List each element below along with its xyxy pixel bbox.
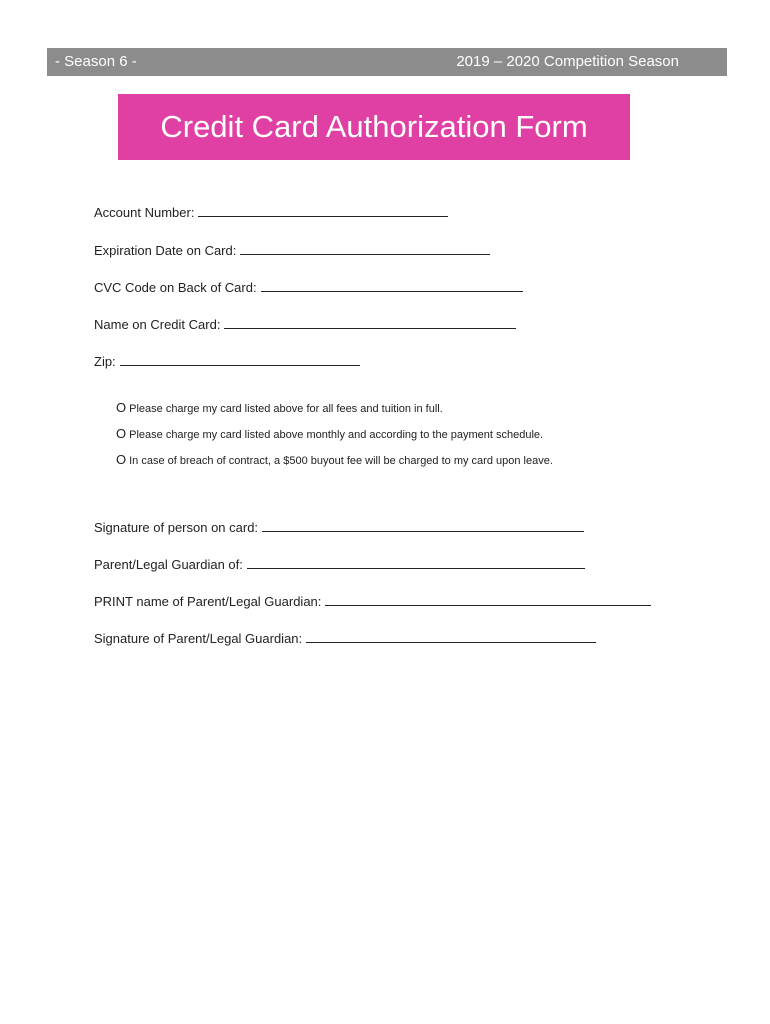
name-on-card-field [94,316,516,332]
form-title: Credit Card Authorization Form [118,94,630,160]
guardian-print-name-input[interactable] [325,593,651,606]
competition-season-label: 2019 – 2020 Competition Season [456,53,679,70]
charge-option-full[interactable] [116,400,443,415]
option-circle-icon[interactable]: O [116,452,127,467]
expiration-date-label: Expiration Date on Card: [94,243,237,258]
name-on-card-label: Name on Credit Card: [94,317,221,332]
guardian-signature-label: Signature of Parent/Legal Guardian: [94,631,303,646]
guardian-of-field [94,556,585,572]
expiration-date-input[interactable] [240,242,490,255]
option-text: In case of breach of contract, a $500 buyout fee will be charged to my card upon leave. [129,455,553,467]
guardian-signature-field [94,630,596,646]
header-band [47,48,727,76]
guardian-signature-input[interactable] [306,630,596,643]
option-circle-icon[interactable]: O [116,426,127,441]
account-number-field [94,204,448,220]
option-text: Please charge my card listed above monthly and according to the payment schedule. [129,429,544,441]
expiration-date-field [94,242,490,258]
cardholder-signature-field [94,519,584,535]
charge-option-breach[interactable] [116,452,553,467]
option-text: Please charge my card listed above for all fees and tuition in full. [129,403,443,415]
option-circle-icon[interactable]: O [116,400,127,415]
guardian-print-name-field [94,593,651,609]
cardholder-signature-label: Signature of person on card: [94,520,259,535]
season-label: - Season 6 - [55,53,137,70]
cvc-code-field [94,279,523,295]
account-number-label: Account Number: [94,205,195,220]
zip-input[interactable] [120,353,360,366]
guardian-of-label: Parent/Legal Guardian of: [94,557,243,572]
zip-label: Zip: [94,354,116,369]
cvc-code-input[interactable] [261,279,523,292]
cvc-code-label: CVC Code on Back of Card: [94,280,257,295]
account-number-input[interactable] [198,204,448,217]
name-on-card-input[interactable] [224,316,516,329]
cardholder-signature-input[interactable] [262,519,584,532]
zip-field [94,353,360,369]
guardian-print-name-label: PRINT name of Parent/Legal Guardian: [94,594,322,609]
charge-option-monthly[interactable] [116,426,543,441]
guardian-of-input[interactable] [247,556,585,569]
